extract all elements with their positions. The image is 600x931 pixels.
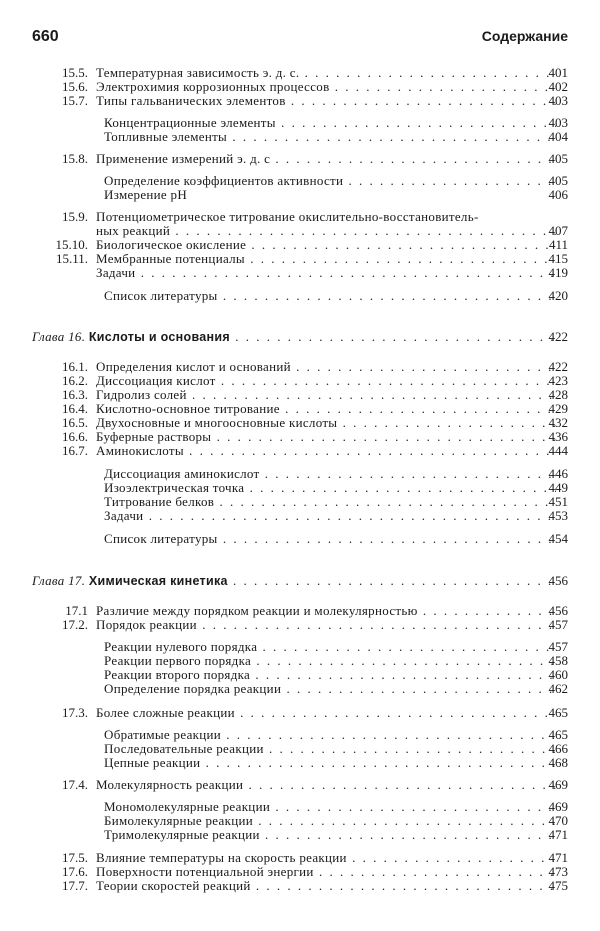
section-number: 17.5.: [62, 850, 88, 865]
page-ref: 403: [548, 115, 568, 130]
subsection-title: Концентрационные элементы . . .: [104, 116, 556, 130]
section-title: Кислотно-основное титрование . . .: [96, 402, 556, 416]
section-title: Порядок реакции . . .: [96, 618, 556, 632]
subsection-title: Изоэлектрическая точка . . .: [104, 481, 556, 495]
section-number: 15.7.: [62, 93, 88, 108]
page-ref: 465: [548, 727, 568, 742]
section-title: Влияние температуры на скорость реакции . . .: [96, 851, 556, 865]
toc-subentry: [0, 495, 600, 509]
toc-entry: [0, 444, 600, 458]
section-number: 16.3.: [62, 387, 88, 402]
chapter-label: Глава 16.: [32, 330, 86, 344]
page-ref: 453: [548, 508, 568, 523]
page-ref: 405: [548, 173, 568, 188]
toc-subentry: [0, 289, 600, 303]
subsection-title: Топливные элементы . . .: [104, 130, 556, 144]
page-ref: 436: [548, 429, 568, 444]
page-ref: 457: [548, 617, 568, 632]
section-number: 16.4.: [62, 401, 88, 416]
chapter-heading: [0, 330, 600, 344]
page-ref: 406: [548, 187, 568, 202]
page-ref: 469: [548, 799, 568, 814]
toc-entry: [0, 778, 600, 792]
section-number: 17.1: [65, 603, 88, 618]
toc-entry: [0, 360, 600, 374]
toc-entry: [0, 266, 600, 280]
page-ref: 456: [548, 603, 568, 618]
toc-entry: [0, 430, 600, 444]
page-ref: 460: [548, 667, 568, 682]
subsection-title: Бимолекулярные реакции . . .: [104, 814, 556, 828]
subsection-title: Последовательные реакции . . .: [104, 742, 556, 756]
toc-entry: [0, 66, 600, 80]
chapter-label: Глава 17.: [32, 574, 86, 588]
page-ref: 429: [548, 401, 568, 416]
toc-subentry: [0, 130, 600, 144]
section-number: 16.5.: [62, 415, 88, 430]
page-number: 660: [32, 28, 59, 45]
toc-subentry: [0, 509, 600, 523]
toc-subentry: [0, 116, 600, 130]
toc-entry: [0, 210, 600, 224]
page-ref: 401: [548, 65, 568, 80]
subsection-title: Список литературы . . .: [104, 532, 556, 546]
section-title: Более сложные реакции . . .: [96, 706, 556, 720]
chapter-title: [32, 330, 556, 344]
toc-subentry: [0, 467, 600, 481]
toc-entry: [0, 618, 600, 632]
page-ref: 468: [548, 755, 568, 770]
section-title-continued: ных реакций . . .: [96, 224, 556, 238]
page-ref: 444: [548, 443, 568, 458]
section-title: Различие между порядком реакции и молекулярностью . . .: [96, 604, 556, 618]
chapter-heading: [0, 574, 600, 588]
section-number: 17.2.: [62, 617, 88, 632]
toc-entry: [0, 865, 600, 879]
subsection-title: Титрование белков . . .: [104, 495, 556, 509]
toc-entry: [0, 252, 600, 266]
toc-subentry: [0, 800, 600, 814]
toc-entry: [0, 416, 600, 430]
section-title: Молекулярность реакции . . .: [96, 778, 556, 792]
subsection-title: Реакции нулевого порядка . . .: [104, 640, 556, 654]
toc-subentry: [0, 814, 600, 828]
section-title: Гидролиз солей . . .: [96, 388, 556, 402]
toc-entry: [0, 94, 600, 108]
chapter-name: Кислоты и основания: [88, 330, 230, 344]
subsection-title: Диссоциация аминокислот . . .: [104, 467, 556, 481]
page-ref: 457: [548, 639, 568, 654]
section-number: 16.6.: [62, 429, 88, 444]
section-number: 15.10.: [55, 237, 88, 252]
subsection-title: Определение коэффициентов активности . . .: [104, 174, 556, 188]
page-ref: 415: [548, 251, 568, 266]
section-title: Применение измерений э. д. с . . .: [96, 152, 556, 166]
section-title: Двухосновные и многоосновные кислоты . . .: [96, 416, 556, 430]
page-ref: 428: [548, 387, 568, 402]
page-ref: 462: [548, 681, 568, 696]
toc-entry: [0, 879, 600, 893]
toc-subentry: [0, 668, 600, 682]
section-title: Определения кислот и оснований . . .: [96, 360, 556, 374]
toc-subentry: [0, 654, 600, 668]
section-title: Буферные растворы . . .: [96, 430, 556, 444]
section-title: Потенциометрическое титрование окислительно-восстановитель-: [96, 209, 479, 224]
section-title: Теории скоростей реакций . . .: [96, 879, 556, 893]
page-ref: 449: [548, 480, 568, 495]
subsection-title: Реакции первого порядка . . .: [104, 654, 556, 668]
section-number: 15.6.: [62, 79, 88, 94]
page-ref: 456: [548, 573, 568, 588]
page-ref: 451: [548, 494, 568, 509]
subsection-title: Мономолекулярные реакции . . .: [104, 800, 556, 814]
toc-entry: [0, 388, 600, 402]
page-ref: 469: [548, 777, 568, 792]
chapter-title: [32, 574, 556, 588]
section-number: 15.11.: [55, 251, 88, 266]
section-title: Задачи . . .: [96, 266, 556, 280]
section-title: Типы гальванических элементов . . .: [96, 94, 556, 108]
page-ref: 419: [548, 265, 568, 280]
subsection-title: Измерение pH: [104, 188, 188, 202]
page-ref: 454: [548, 531, 568, 546]
subsection-title: Цепные реакции . . .: [104, 756, 556, 770]
section-number: 17.7.: [62, 878, 88, 893]
section-title: Диссоциация кислот . . .: [96, 374, 556, 388]
running-head: Содержание: [481, 28, 568, 44]
toc-subentry: [0, 188, 600, 202]
toc-subentry: [0, 756, 600, 770]
toc-subentry: [0, 640, 600, 654]
subsection-title: Определение порядка реакции . . .: [104, 682, 556, 696]
toc-subentry: [0, 828, 600, 842]
toc-entry: [0, 604, 600, 618]
section-title: Поверхности потенциальной энергии . . .: [96, 865, 556, 879]
toc-entry: [0, 80, 600, 94]
page-ref: 432: [548, 415, 568, 430]
section-title: Температурная зависимость э. д. с. . . .: [96, 66, 556, 80]
section-title: Биологическое окисление . . .: [96, 238, 556, 252]
page-ref: 402: [548, 79, 568, 94]
toc-entry: [0, 238, 600, 252]
page-ref: 446: [548, 466, 568, 481]
page-ref: 422: [548, 359, 568, 374]
toc-subentry: [0, 532, 600, 546]
toc-entry: [0, 152, 600, 166]
section-title: Аминокислоты . . .: [96, 444, 556, 458]
toc-entry: [0, 851, 600, 865]
subsection-title: Обратимые реакции . . .: [104, 728, 556, 742]
page-ref: 465: [548, 705, 568, 720]
page-ref: 405: [548, 151, 568, 166]
section-number: 15.9.: [62, 209, 88, 224]
section-number: 15.8.: [62, 151, 88, 166]
page-ref: 458: [548, 653, 568, 668]
section-number: 17.6.: [62, 864, 88, 879]
page-ref: 403: [548, 93, 568, 108]
page-ref: 471: [548, 827, 568, 842]
subsection-title: Реакции второго порядка . . .: [104, 668, 556, 682]
toc-subentry: [0, 728, 600, 742]
page-ref: 404: [548, 129, 568, 144]
section-title: Мембранные потенциалы . . .: [96, 252, 556, 266]
toc-subentry: [0, 481, 600, 495]
subsection-title: Список литературы . . .: [104, 289, 556, 303]
page-ref: 471: [548, 850, 568, 865]
section-number: 16.2.: [62, 373, 88, 388]
page-ref: 422: [548, 329, 568, 344]
page-ref: 411: [548, 237, 568, 252]
section-title: Электрохимия коррозионных процессов . . .: [96, 80, 556, 94]
toc-entry: [0, 374, 600, 388]
subsection-title: Тримолекулярные реакции . . .: [104, 828, 556, 842]
subsection-title: Задачи . . .: [104, 509, 556, 523]
toc-entry: [0, 706, 600, 720]
section-number: 16.1.: [62, 359, 88, 374]
toc-entry: [0, 402, 600, 416]
toc-subentry: [0, 682, 600, 696]
page-ref: 466: [548, 741, 568, 756]
toc-subentry: [0, 174, 600, 188]
page-ref: 420: [548, 288, 568, 303]
toc-entry-continuation: [0, 224, 600, 238]
chapter-name: Химическая кинетика: [88, 574, 228, 588]
section-number: 15.5.: [62, 65, 88, 80]
toc-subentry: [0, 742, 600, 756]
page-ref: 475: [548, 878, 568, 893]
page-ref: 470: [548, 813, 568, 828]
page-ref: 473: [548, 864, 568, 879]
page-ref: 407: [548, 223, 568, 238]
section-number: 17.4.: [62, 777, 88, 792]
page-ref: 423: [548, 373, 568, 388]
section-number: 16.7.: [62, 443, 88, 458]
section-number: 17.3.: [62, 705, 88, 720]
